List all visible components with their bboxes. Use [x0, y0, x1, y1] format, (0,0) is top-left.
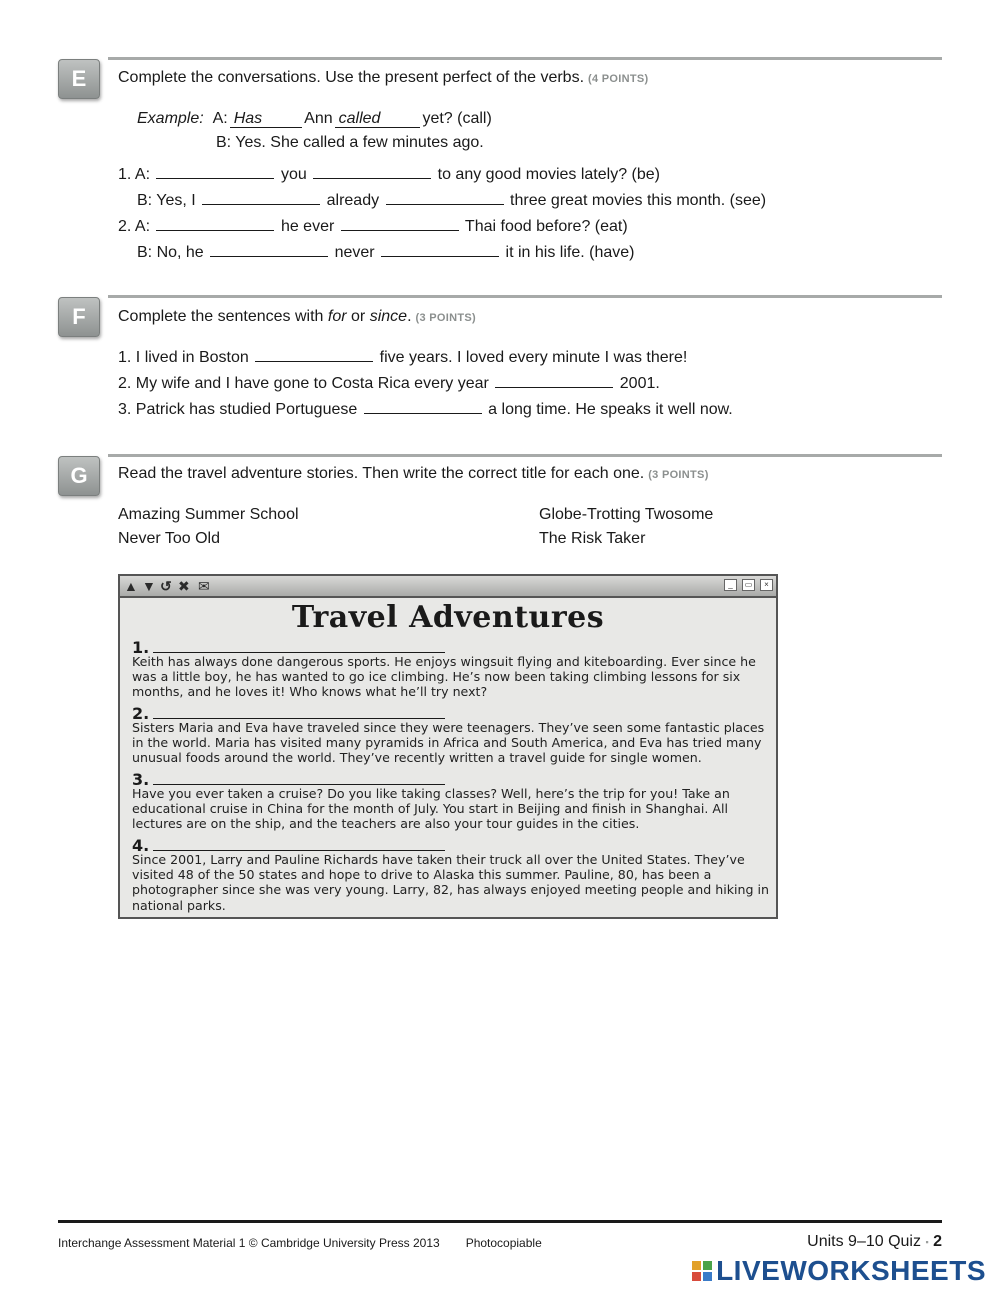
section-f-rule: [108, 295, 942, 298]
f1-line: 1. I lived in Boston five years. I loved every minute I was there!: [118, 349, 688, 366]
e1-line-b: B: Yes, I already three great movies this month. (see): [137, 192, 767, 209]
story-2-number: 2.: [132, 704, 445, 723]
footer-rule: [58, 1220, 942, 1223]
section-e-badge: E: [58, 59, 100, 99]
e1-blank-3[interactable]: [202, 190, 320, 205]
window-toolbar: [120, 576, 776, 598]
story-1-title-blank[interactable]: [153, 642, 445, 653]
story-1-number: 1.: [132, 638, 445, 657]
story-3-title-blank[interactable]: [153, 774, 445, 785]
title-option-amazing-summer-school: Amazing Summer School: [118, 506, 299, 523]
title-option-the-risk-taker: The Risk Taker: [539, 530, 646, 547]
up-arrow-icon: ▲: [124, 578, 138, 594]
f3-blank[interactable]: [364, 399, 482, 414]
f3-line: 3. Patrick has studied Portuguese a long time. He speaks it well now.: [118, 401, 733, 418]
title-option-globe-trotting-twosome: Globe-Trotting Twosome: [539, 506, 714, 523]
e1-blank-1[interactable]: [156, 164, 274, 179]
example-line-a: Example: A: Has Ann called yet? (call): [137, 110, 492, 127]
footer-quiz-label: Units 9–10 Quiz ▪ 2: [807, 1233, 942, 1250]
refresh-icon: ↺: [160, 578, 172, 594]
liveworksheets-logo: LIVEWORKSHEETS: [692, 1255, 986, 1287]
window-title: Travel Adventures: [291, 600, 605, 635]
close-circle-icon: ✖: [178, 578, 190, 594]
section-e-rule: [108, 57, 942, 60]
section-e-instruction: Complete the conversations. Use the present perfect of the verbs. (4 POINTS): [118, 69, 649, 86]
restore-button: ▭: [742, 579, 755, 591]
section-f-badge: F: [58, 297, 100, 337]
page-number: 2: [933, 1233, 942, 1250]
story-4-text: Since 2001, Larry and Pauline Richards have taken their truck all over the United States. They’ve visited 48 of the 50 states and hope to drive to Alaska this summer. Pauline, 80, has been a photographer since she was very young. Larry, 82, has always enjoyed meeting people and hiking in national parks.: [132, 852, 769, 913]
story-3-text: Have you ever taken a cruise? Do you like taking classes? Well, here’s the trip for you! Take an educational cruise in China for the month of July. You start in Beijing and finish in Shanghai. All lectures are on the ship, and the teachers are also your tour guides in the cities.: [132, 786, 730, 832]
e2-blank-2[interactable]: [341, 216, 459, 231]
travel-adventures-window: [118, 574, 778, 919]
section-g-rule: [108, 454, 942, 457]
close-button: ×: [760, 579, 773, 591]
title-option-never-too-old: Never Too Old: [118, 530, 220, 547]
mail-icon: ✉: [198, 578, 210, 594]
e2-line-b: B: No, he never it in his life. (have): [137, 244, 635, 261]
example-answer-2: called: [335, 110, 421, 128]
example-line-b: B: Yes. She called a few minutes ago.: [216, 134, 484, 151]
e1-line-a: 1. A: you to any good movies lately? (be): [118, 166, 660, 183]
story-4-title-blank[interactable]: [153, 840, 445, 851]
footer-photocopiable: Photocopiable: [465, 1236, 542, 1250]
f2-line: 2. My wife and I have gone to Costa Rica every year 2001.: [118, 375, 660, 392]
section-g-badge: G: [58, 456, 100, 496]
f1-blank[interactable]: [255, 347, 373, 362]
minimize-button: _: [724, 579, 737, 591]
down-arrow-icon: ▼: [142, 578, 156, 594]
e1-blank-4[interactable]: [386, 190, 504, 205]
footer-separator: ▪: [925, 1236, 929, 1247]
story-4-number: 4.: [132, 836, 445, 855]
e2-blank-1[interactable]: [156, 216, 274, 231]
e1-blank-2[interactable]: [313, 164, 431, 179]
section-g-points: (3 POINTS): [648, 469, 709, 481]
story-1-text: Keith has always done dangerous sports. He enjoys wingsuit flying and kiteboarding. Ever since he was a little boy, he has wanted to go ice climbing. He’s now been taking climbing lessons for six months, and he loves it! Who knows what he’ll try next?: [132, 654, 756, 700]
section-e-points: (4 POINTS): [588, 73, 649, 85]
story-3-number: 3.: [132, 770, 445, 789]
section-f-points: (3 POINTS): [415, 312, 476, 324]
section-g-instruction: Read the travel adventure stories. Then write the correct title for each one. (3 POINTS): [118, 465, 709, 482]
e2-blank-4[interactable]: [381, 242, 499, 257]
footer-copyright: Interchange Assessment Material 1 © Cambridge University Press 2013 Photocopiable: [58, 1236, 542, 1250]
e2-blank-3[interactable]: [210, 242, 328, 257]
story-2-text: Sisters Maria and Eva have traveled since they were teenagers. They’ve seen some fantastic places in the world. Maria has visited many pyramids in Africa and South America, and Eva has tried many unusual foods around the world. They’ve recently written a travel guide for single women.: [132, 720, 765, 766]
f2-blank[interactable]: [495, 373, 613, 388]
section-f-instruction: Complete the sentences with for or since. (3 POINTS): [118, 308, 476, 325]
story-2-title-blank[interactable]: [153, 708, 445, 719]
example-answer-1: Has: [230, 110, 302, 128]
logo-blocks-icon: [692, 1261, 712, 1281]
e2-line-a: 2. A: he ever Thai food before? (eat): [118, 218, 628, 235]
